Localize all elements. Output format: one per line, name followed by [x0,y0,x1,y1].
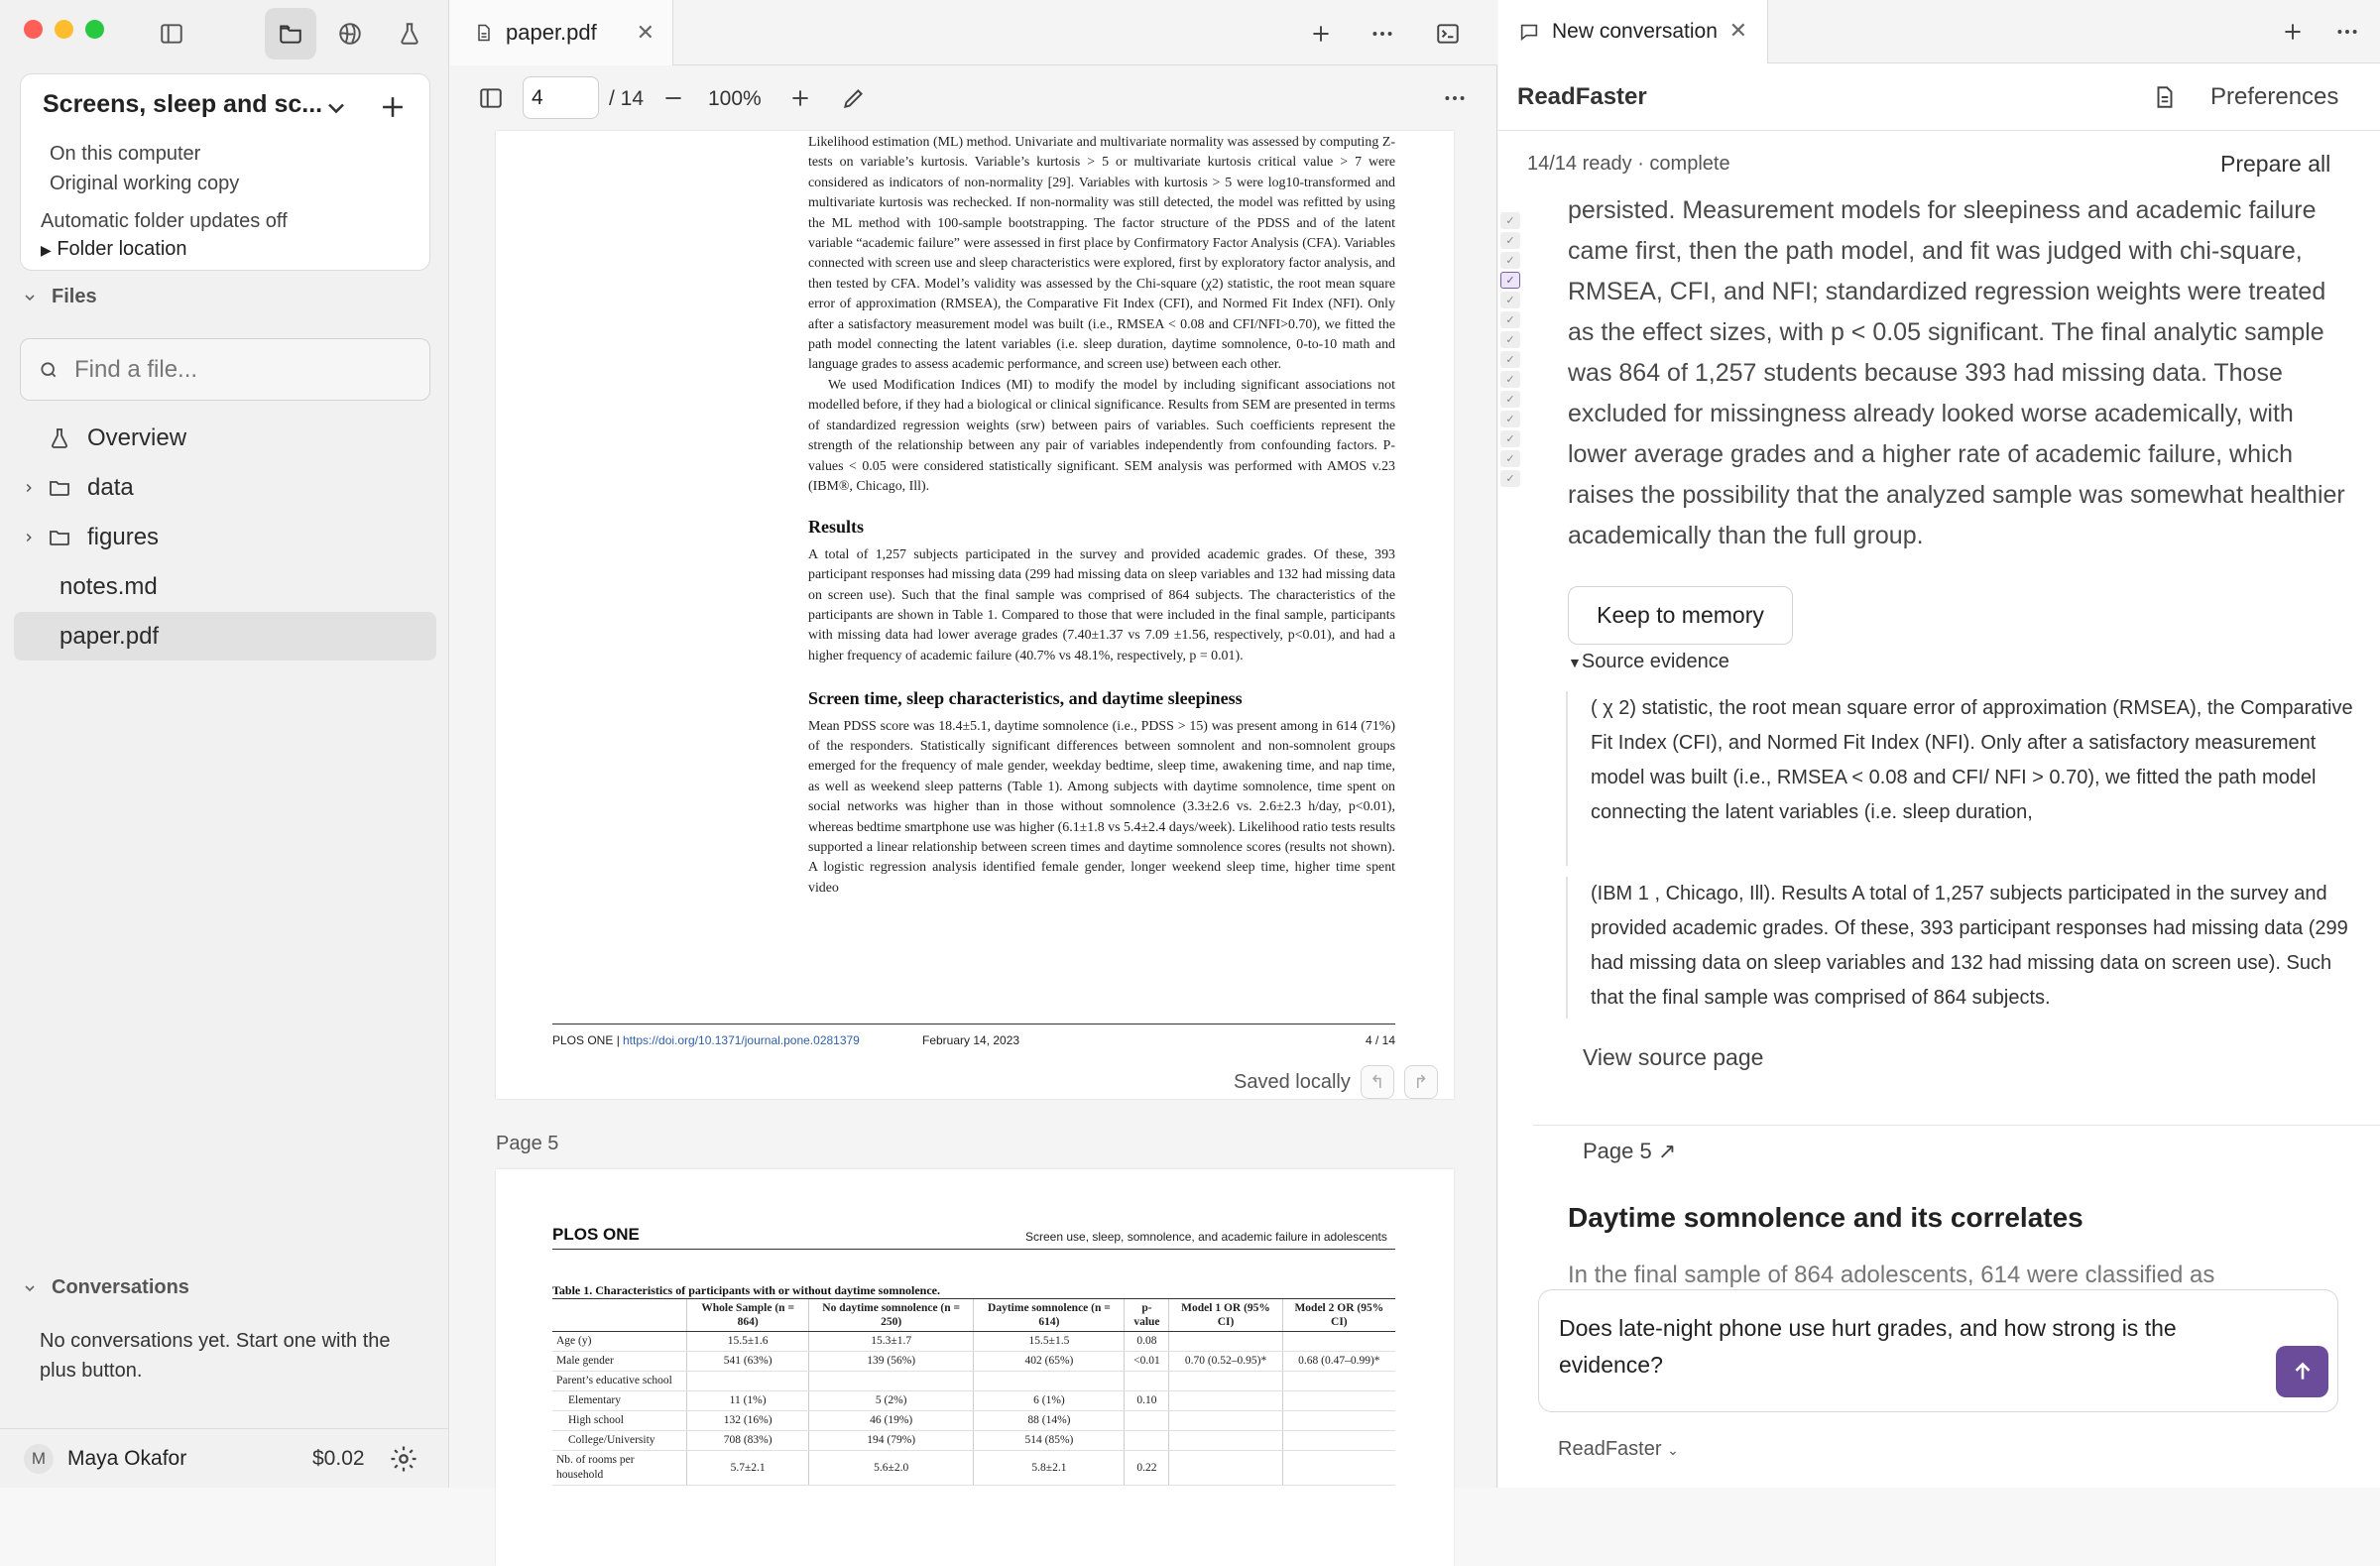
table-cell: 46 (19%) [809,1411,974,1431]
page-check-icon[interactable]: ✓ [1500,331,1520,348]
page-5-link[interactable]: Page 5 ↗ [1583,1139,1677,1163]
table-cell: 15.5±1.5 [974,1332,1125,1352]
chevron-down-icon[interactable] [322,94,350,122]
methods-paragraph: We used Modification Indices (MI) to modify the model by including significant associations not modelled before, if they had a biological or clinical significance. Results from SEM are presented in terms of standardized regression weights (srw) between pairs of variables. Such coefficients represent the strength of the relationship between any pair of variables independently from confounding factors. P-values < 0.05 were considered statistically significant. SEM analysis was performed with AMOS v.23 (IBM®, Chicago, Ill). [808,377,1395,494]
arrow-up-icon [2290,1359,2316,1385]
gear-icon[interactable] [389,1444,418,1474]
table-cell [1282,1411,1395,1431]
table-cell: Age (y) [552,1332,687,1352]
user-name: Maya Okafor [67,1446,187,1470]
file-search-input[interactable] [74,356,412,384]
table-row [552,1391,1395,1411]
table-cell: 5.8±2.1 [974,1451,1125,1486]
disclosure-triangle-icon: ▼ [1568,655,1582,670]
tree-item-notes[interactable] [14,562,436,611]
table-cell: Parent’s educative school [552,1372,687,1391]
source-evidence-heading: Source evidence [1581,651,1729,672]
flask-icon [44,424,75,452]
auto-updates-status: Automatic folder updates off [41,210,288,232]
prepare-all-button[interactable]: Prepare all [2220,151,2331,177]
table-cell: 132 (16%) [687,1411,809,1431]
keep-to-memory-button[interactable]: Keep to memory [1568,586,1793,645]
table-1 [552,1298,1395,1486]
usage-cost: $0.02 [312,1446,365,1470]
tree-item-paper[interactable] [14,612,436,661]
preferences-button[interactable]: Preferences [2210,83,2339,110]
table-cell: 0.70 (0.52–0.95)* [1169,1352,1282,1372]
pdf-page-4 [496,131,1454,1099]
add-workspace-icon[interactable] [376,90,410,124]
tree-item-label: notes.md [60,572,158,600]
evidence-quote: (IBM 1 , Chicago, Ill). Results A total of 1,257 subjects participated in the survey and provided academic grades. Of these, 393 participant responses had missing data (299 had missing data on sleep variables and 132 had missing data on screen use). Such that the final sample was comprised of 864 subjects. [1566,877,2369,1019]
table-cell [1169,1391,1282,1411]
table-header-cell: No daytime somnolence (n = 250) [809,1299,974,1332]
tree-item-label: data [87,473,134,501]
tree-item-figures[interactable] [14,513,436,561]
disclosure-triangle-icon: ▶ [41,242,52,258]
pen-annotate-icon[interactable] [839,83,869,113]
chevron-down-icon: ⌄ [1667,1442,1679,1458]
document-icon[interactable] [2150,82,2180,112]
viewer-toolbar [450,65,1497,131]
table-cell [1125,1411,1169,1431]
brand-name: ReadFaster [1517,83,1647,110]
index-status: 14/14 ready · complete [1527,153,1730,175]
workspace-location: On this computer [50,143,201,165]
table-cell: 5 (2%) [809,1391,974,1411]
model-selector[interactable] [1558,1438,1679,1461]
chat-icon [1518,21,1540,43]
tab-paper-pdf[interactable] [450,0,673,65]
table-cell: 15.5±1.6 [687,1332,809,1352]
table-cell [809,1372,974,1391]
page-check-icon[interactable]: ✓ [1500,351,1520,368]
file-search [20,338,430,401]
table-cell: 0.68 (0.47–0.99)* [1282,1352,1395,1372]
section-heading: Daytime somnolence and its correlates [1568,1202,2083,1233]
table-cell [1125,1372,1169,1391]
table-cell [1169,1372,1282,1391]
zoom-level[interactable]: 100% [708,87,762,110]
table-cell: 514 (85%) [974,1431,1125,1451]
saved-label: Saved locally [1234,1070,1351,1093]
close-tab-icon[interactable]: ✕ [636,20,654,45]
minimize-window-button[interactable] [55,20,73,39]
doi-link[interactable]: https://doi.org/10.1371/journal.pone.0281379 [623,1033,860,1047]
terminal-icon[interactable] [1432,18,1464,50]
conversations-empty-state: No conversations yet. Start one with the plus button. [40,1330,391,1382]
sidebar-toggle-icon[interactable] [146,8,197,60]
tab-new-conversation[interactable] [1498,0,1768,63]
results-heading: Results [808,517,865,538]
chevron-down-icon [22,1280,38,1296]
workspace-copy-type: Original working copy [50,173,240,194]
workspace-title[interactable]: Screens, sleep and sc... [43,90,323,118]
table-cell [1169,1411,1282,1431]
table-header-cell: Model 1 OR (95% CI) [1169,1299,1282,1332]
conversations-heading: Conversations [52,1276,189,1298]
undo-icon[interactable]: ↰ [1361,1065,1394,1099]
table-cell: <0.01 [1125,1352,1169,1372]
source-evidence-toggle[interactable] [1568,651,1729,673]
table-row [552,1352,1395,1372]
table-cell: 5.7±2.1 [687,1451,809,1486]
close-window-button[interactable] [24,20,43,39]
page-check-icon[interactable]: ✓ [1500,252,1520,269]
page-check-icon[interactable]: ✓ [1500,470,1520,487]
screen-time-paragraph: Mean PDSS score was 18.4±5.1, daytime somnolence (i.e., PDSS > 15) was present among in 614 (71%) of the responders. Statistically significant differences between somnolent and non-somnolent groups emerged for the frequency of male gender, weekday bedtime, sleep time, awakening time, and nap time, as well as weekend sleep patterns (Table 1). Among subjects with daytime somnolence, time spent on social networks was higher than in those without somnolence (3.3±2.6 vs. 2.6±2.3 h/day, p<0.01), whereas bedtime smartphone use was higher (6.1±1.8 vs 5.4±2.4 days/week). Likelihood ratio tests results supported a linear relationship between screen times and daytime somnolence scores (results not shown). A logistic regression analysis identified female gender, longer weekend sleep time, higher time spent video [808,718,1395,896]
more-options-icon[interactable] [1367,18,1398,50]
table-row [552,1451,1395,1486]
table-cell: 5.6±2.0 [809,1451,974,1486]
workspace-card [20,73,430,271]
results-paragraph: A total of 1,257 subjects participated in the survey and provided academic grades. Of these, 393 participant responses had missing data (299 had missing data on sleep variables and 132 had missing data on screen use). Such that the final sample was comprised of 864 subjects. The characteristics of the participants are shown in Table 1. Compared to those that were included in the final sample, participants with missing data had lower average grades (7.40±1.37 vs 7.09 ±1.56, respectively, p<0.01), and had a higher frequency of academic failure (40.7% vs 48.1%, respectively, p = 0.01). [808,546,1395,663]
table-body [552,1332,1395,1486]
save-status [1234,1065,1438,1099]
user-bar [0,1428,449,1488]
page-check-icon[interactable]: ✓ [1500,212,1520,229]
table-header-cell [552,1299,687,1332]
folder-location-toggle[interactable] [41,238,187,261]
table-cell [1125,1431,1169,1451]
running-title: Screen use, sleep, somnolence, and academic failure in adolescents [1025,1230,1387,1244]
table-cell: 88 (14%) [974,1411,1125,1431]
footer-journal: PLOS ONE | [552,1033,620,1047]
view-source-page-link[interactable]: View source page [1583,1044,1764,1070]
page-body-text [808,133,1395,899]
files-section-header[interactable] [22,286,97,308]
assistant-header [1498,63,2380,131]
tree-item-label: Overview [87,423,187,451]
sidebar-toggle-icon[interactable] [476,83,506,113]
send-button[interactable] [2276,1346,2328,1397]
folder-icon [44,524,75,551]
window-controls [24,20,104,39]
table-row [552,1332,1395,1352]
table-header-cell: Model 2 OR (95% CI) [1282,1299,1395,1332]
chevron-right-icon[interactable] [14,481,44,495]
table-header-row [552,1299,1395,1332]
new-tab-icon[interactable] [2277,16,2309,48]
header-rule [552,1249,1395,1250]
table-cell [1282,1431,1395,1451]
table-cell: 708 (83%) [687,1431,809,1451]
table-cell: Nb. of rooms per household [552,1451,687,1486]
table-header-cell: p-value [1125,1299,1169,1332]
table-title: Table 1. Characteristics of participants with or without daytime somnolence. [552,1283,940,1297]
table-cell: 0.22 [1125,1451,1169,1486]
page-total: / 14 [609,87,645,110]
pdf-page-5 [496,1169,1454,1566]
journal-header: PLOS ONE [552,1225,640,1244]
methods-paragraph: Likelihood estimation (ML) method. Univariate and multivariate normality was assessed by computing Z-tests on variable’s kurtosis. Variable’s kurtosis > 5 or multivariate kurtosis critical value > 7 were considered as indicators of non-normality [29]. Variables with kurtosis > 5 were log10-transformed and multivariate kurtosis was rechecked. If non-normality was still detected, the model was refitted by using the ML method with 100-sample bootstrapping. The factor structure of the PDSS and of the latent variable “academic failure” were assessed in first place by Confirmatory Factor Analysis (CFA). Variables connected with screen use and sleep characteristics were explored, first by exploratory factor analysis, and then tested by CFA. Model’s validity was assessed by the Chi-square (χ2) statistic, the root mean square error of approximation (RMSEA), the Comparative Fit Index (CFI), and Normed Fit Index (NFI). Only after a satisfactory measurement model was built (i.e., RMSEA < 0.08 and CFI/NFI>0.70), we fitted the path model connecting the latent variables (i.e. sleep duration, daytime somnolence, 0-to-10 math and language grades to assess academic performance, and screen use) between each other. [808,135,1395,373]
model-label: ReadFaster [1558,1438,1662,1460]
section-divider [1533,1125,2380,1126]
table-cell [1169,1332,1282,1352]
table-cell: 541 (63%) [687,1352,809,1372]
table-cell [1282,1391,1395,1411]
table-cell [687,1372,809,1391]
folder-location-label: Folder location [57,238,187,260]
tree-item-label: paper.pdf [60,622,160,650]
table-cell: 139 (56%) [809,1352,974,1372]
table-cell [1282,1332,1395,1352]
message-composer [1538,1289,2338,1412]
section-preview-text: In the final sample of 864 adolescents, 614 were classified as [1568,1262,2215,1288]
page-number-input[interactable] [523,76,599,119]
table-cell [1282,1451,1395,1486]
table-cell: Elementary [552,1391,687,1411]
page-check-icon[interactable]: ✓ [1500,311,1520,328]
table-cell [1282,1372,1395,1391]
table-row [552,1431,1395,1451]
evidence-quote: ( χ 2) statistic, the root mean square error of approximation (RMSEA), the Comparative Fit Index (CFI), and Normed Fit Index (NFI). Only after a satisfactory measurement model was built (i.e., RMSEA < 0.08 and CFI/ NFI > 0.70), we fitted the path model connecting the latent variables (i.e. sleep duration, [1566,691,2369,866]
table-cell: 194 (79%) [809,1431,974,1451]
table-cell: 11 (1%) [687,1391,809,1411]
assistant-tabbar [1498,0,2380,63]
zoom-in-icon[interactable] [785,83,815,113]
section-heading: Screen time, sleep characteristics, and daytime sleepiness [808,688,1243,709]
table-cell [1169,1431,1282,1451]
tab-label: paper.pdf [506,20,597,45]
zoom-out-icon[interactable] [658,83,688,113]
chevron-right-icon[interactable] [14,531,44,544]
table-cell: College/University [552,1431,687,1451]
zoom-window-button[interactable] [85,20,104,39]
table-cell [1169,1451,1282,1486]
page-check-icon[interactable]: ✓ [1500,450,1520,467]
table-header-cell: Daytime somnolence (n = 614) [974,1299,1125,1332]
message-input[interactable] [1559,1310,2253,1399]
page-check-icon[interactable]: ✓ [1500,232,1520,249]
folder-icon [44,474,75,502]
footer-page: 4 / 14 [1366,1033,1396,1047]
assistant-panel [1498,0,2380,1488]
new-tab-icon[interactable] [1305,18,1337,50]
page-5-label: Page 5 [496,1133,559,1154]
page-check-icon[interactable]: ✓ [1500,430,1520,447]
table-cell: 402 (65%) [974,1352,1125,1372]
table-cell: 15.3±1.7 [809,1332,974,1352]
table-row [552,1411,1395,1431]
page-check-icon[interactable]: ✓ [1500,391,1520,408]
globe-icon[interactable] [324,8,376,60]
conversations-section-header[interactable] [22,1276,189,1299]
avatar[interactable]: M [24,1444,54,1474]
assistant-answer: persisted. Measurement models for sleepiness and academic failure came first, then the path model, and fit was judged with chi-square, RMSEA, CFI, and NFI; standardized regression weights were treated as the effect sizes, with p < 0.05 significant. The final analytic sample was 864 of 1,257 students because 393 had missing data. Those excluded for missingness already looked worse academically, with lower average grades and a higher rate of academic failure, which raises the possibility that the analyzed sample was somewhat healthier academically than the full group. [1568,196,2345,549]
tab-label: New conversation [1552,20,1718,43]
page-check-icon[interactable]: ✓ [1500,411,1520,427]
table-cell [974,1372,1125,1391]
page-check-icon[interactable]: ✓ [1500,292,1520,308]
viewer-tabbar [450,0,1497,65]
document-scroll-area[interactable] [450,131,1497,1488]
close-tab-icon[interactable]: ✕ [1728,18,1747,43]
search-icon [39,360,59,380]
table-cell: 6 (1%) [974,1391,1125,1411]
tree-item-overview[interactable] [14,414,436,462]
document-icon [474,22,494,44]
table-cell: 0.10 [1125,1391,1169,1411]
redo-icon[interactable]: ↱ [1404,1065,1438,1099]
table-header-cell: Whole Sample (n = 864) [687,1299,809,1332]
table-row [552,1372,1395,1391]
page-progress-checks [1500,212,1526,490]
chevron-down-icon [22,290,38,305]
more-options-icon[interactable] [1440,83,1470,113]
left-sidebar [0,0,449,1488]
table-cell: High school [552,1411,687,1431]
more-options-icon[interactable] [2331,16,2363,48]
table-cell: Male gender [552,1352,687,1372]
tree-item-label: figures [87,523,160,550]
footer-date: February 14, 2023 [922,1033,1020,1047]
page-check-icon[interactable]: ✓ [1500,371,1520,388]
pdf-viewer [450,0,1497,1488]
table-cell: 0.08 [1125,1332,1169,1352]
tree-item-data[interactable] [14,463,436,512]
page-check-icon[interactable]: ✓ [1500,272,1520,289]
files-view-icon[interactable] [265,8,316,60]
flask-icon[interactable] [384,8,435,60]
files-heading: Files [52,286,97,307]
